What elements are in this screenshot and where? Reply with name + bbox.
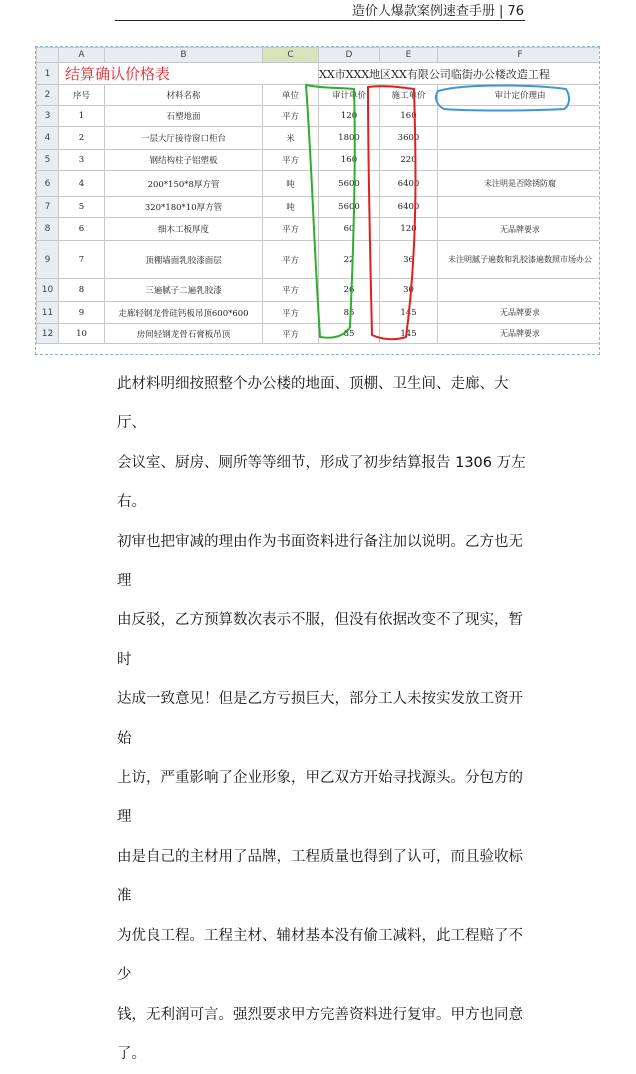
blue-circle-reason-header xyxy=(436,86,569,111)
row-number[interactable]: 7 xyxy=(37,197,59,218)
row-number[interactable]: 6 xyxy=(37,171,59,197)
body-line: 达成一致意见！但是乙方亏损巨大，部分工人未按实发放工资开始 xyxy=(117,680,527,759)
table-cell[interactable]: 7 xyxy=(59,241,105,279)
table-cell[interactable]: 10 xyxy=(59,324,105,344)
header-cell[interactable]: 单位 xyxy=(263,85,319,106)
table-cell[interactable]: 吨 xyxy=(263,197,319,218)
table-cell[interactable]: 320*180*10厚方管 xyxy=(105,197,263,218)
row-number[interactable]: 10 xyxy=(37,279,59,302)
body-line: 由反驳，乙方预算数次表示不服，但没有依据改变不了现实，暂时 xyxy=(117,601,527,680)
table-cell[interactable]: 米 xyxy=(263,127,319,150)
table-cell[interactable]: 平方 xyxy=(263,241,319,279)
table-title: 结算确认价格表 xyxy=(59,63,319,85)
table-cell[interactable]: 26 xyxy=(319,279,380,302)
table-cell[interactable]: 平方 xyxy=(263,150,319,171)
body-line: 上访，严重影响了企业形象，甲乙双方开始寻找源头。分包方的理 xyxy=(117,759,527,838)
table-cell[interactable]: 85 xyxy=(319,302,380,324)
table-cell[interactable]: 无品牌要求 xyxy=(438,302,601,324)
body-line: 钱，无利润可言。强烈要求甲方完善资料进行复审。甲方也同意了。 xyxy=(117,996,527,1074)
table-cell[interactable]: 未注明是否除锈防腐 xyxy=(438,171,601,197)
column-header[interactable]: B xyxy=(105,48,263,63)
header-cell[interactable]: 审计单价 xyxy=(319,85,380,106)
table-cell[interactable]: 平方 xyxy=(263,279,319,302)
body-line: 为优良工程。工程主材、辅材基本没有偷工减料，此工程赔了不少 xyxy=(117,917,527,996)
body-text xyxy=(117,365,527,1074)
table-cell[interactable]: 平方 xyxy=(263,218,319,241)
table-cell[interactable]: 平方 xyxy=(263,302,319,324)
row-number[interactable]: 1 xyxy=(37,63,59,85)
table-cell[interactable]: 顶棚墙面乳胶漆面层 xyxy=(105,241,263,279)
table-cell[interactable]: 平方 xyxy=(263,106,319,127)
row-number[interactable]: 12 xyxy=(37,324,59,344)
table-cell[interactable]: 1 xyxy=(59,106,105,127)
table-cell[interactable]: 2 xyxy=(59,127,105,150)
table-cell[interactable]: 160 xyxy=(319,150,380,171)
table-cell[interactable]: 钢结构柱子铝塑板 xyxy=(105,150,263,171)
column-header[interactable]: C xyxy=(263,48,319,63)
table-cell[interactable]: 无品牌要求 xyxy=(438,218,601,241)
table-cell[interactable]: 8 xyxy=(59,279,105,302)
header-cell[interactable]: 审计定价理由 xyxy=(438,85,601,106)
column-header[interactable]: F xyxy=(438,48,601,63)
table-cell[interactable]: 120 xyxy=(380,218,438,241)
header-rule xyxy=(115,20,525,21)
table-cell[interactable]: 9 xyxy=(59,302,105,324)
column-header[interactable]: E xyxy=(380,48,438,63)
table-cell[interactable]: 三遍腻子二遍乳胶漆 xyxy=(105,279,263,302)
table-cell[interactable]: 6400 xyxy=(380,171,438,197)
red-circle-construction-price xyxy=(368,86,416,339)
handdrawn-annotations xyxy=(36,47,599,354)
row-number[interactable]: 8 xyxy=(37,218,59,241)
row-number[interactable]: 9 xyxy=(37,241,59,279)
body-line: 初审也把审减的理由作为书面资料进行备注加以说明。乙方也无理 xyxy=(117,523,527,602)
header-cell[interactable]: 施工单价 xyxy=(380,85,438,106)
table-cell[interactable]: 5600 xyxy=(319,197,380,218)
row-number[interactable]: 3 xyxy=(37,106,59,127)
green-circle-audit-price xyxy=(306,85,355,338)
table-cell[interactable]: 4 xyxy=(59,171,105,197)
table-cell[interactable]: 1800 xyxy=(319,127,380,150)
table-cell[interactable]: 一层大厅接待窗口柜台 xyxy=(105,127,263,150)
table-cell[interactable]: 30 xyxy=(380,279,438,302)
row-number[interactable]: 2 xyxy=(37,85,59,106)
spreadsheet-screenshot xyxy=(35,46,600,355)
table-cell[interactable]: 120 xyxy=(319,106,380,127)
table-cell[interactable]: 走廊轻钢龙骨硅钙板吊顶600*600 xyxy=(105,302,263,324)
table-cell[interactable]: 房间轻钢龙骨石膏板吊顶 xyxy=(105,324,263,344)
table-cell[interactable]: 60 xyxy=(319,218,380,241)
table-cell[interactable]: 3 xyxy=(59,150,105,171)
table-cell[interactable]: 160 xyxy=(380,106,438,127)
body-line: 会议室、厨房、厕所等等细节，形成了初步结算报告 1306 万左右。 xyxy=(117,444,527,523)
table-cell[interactable]: 145 xyxy=(380,324,438,344)
table-cell[interactable]: 220 xyxy=(380,150,438,171)
project-title: XX市XXX地区XX有限公司临街办公楼改造工程 xyxy=(319,63,601,85)
table-cell[interactable]: 吨 xyxy=(263,171,319,197)
page-header: 造价人爆款案例速查手册 | 76 xyxy=(352,0,524,19)
header-cell[interactable]: 材料名称 xyxy=(105,85,263,106)
table-cell[interactable]: 细木工板厚度 xyxy=(105,218,263,241)
table-cell[interactable]: 未注明腻子遍数和乳胶漆遍数照市场办公 xyxy=(438,241,601,279)
table-cell[interactable]: 5 xyxy=(59,197,105,218)
table-cell[interactable]: 22 xyxy=(319,241,380,279)
table-cell[interactable]: 石塑地面 xyxy=(105,106,263,127)
table-cell[interactable]: 3600 xyxy=(380,127,438,150)
table-cell[interactable]: 6 xyxy=(59,218,105,241)
table-cell[interactable]: 200*150*8厚方管 xyxy=(105,171,263,197)
table-cell[interactable]: 无品牌要求 xyxy=(438,324,601,344)
header-cell[interactable]: 序号 xyxy=(59,85,105,106)
row-number[interactable]: 5 xyxy=(37,150,59,171)
table-cell[interactable]: 6400 xyxy=(380,197,438,218)
table-cell[interactable]: 平方 xyxy=(263,324,319,344)
column-header[interactable]: A xyxy=(59,48,105,63)
body-line: 此材料明细按照整个办公楼的地面、顶棚、卫生间、走廊、大厅、 xyxy=(117,365,527,444)
table-cell[interactable]: 145 xyxy=(380,302,438,324)
table-cell[interactable]: 36 xyxy=(380,241,438,279)
table-cell[interactable]: 5600 xyxy=(319,171,380,197)
row-number[interactable]: 11 xyxy=(37,302,59,324)
column-header[interactable]: D xyxy=(319,48,380,63)
row-number[interactable]: 4 xyxy=(37,127,59,150)
table-cell[interactable]: 85 xyxy=(319,324,380,344)
body-line: 由是自己的主材用了品牌，工程质量也得到了认可，而且验收标准 xyxy=(117,838,527,917)
